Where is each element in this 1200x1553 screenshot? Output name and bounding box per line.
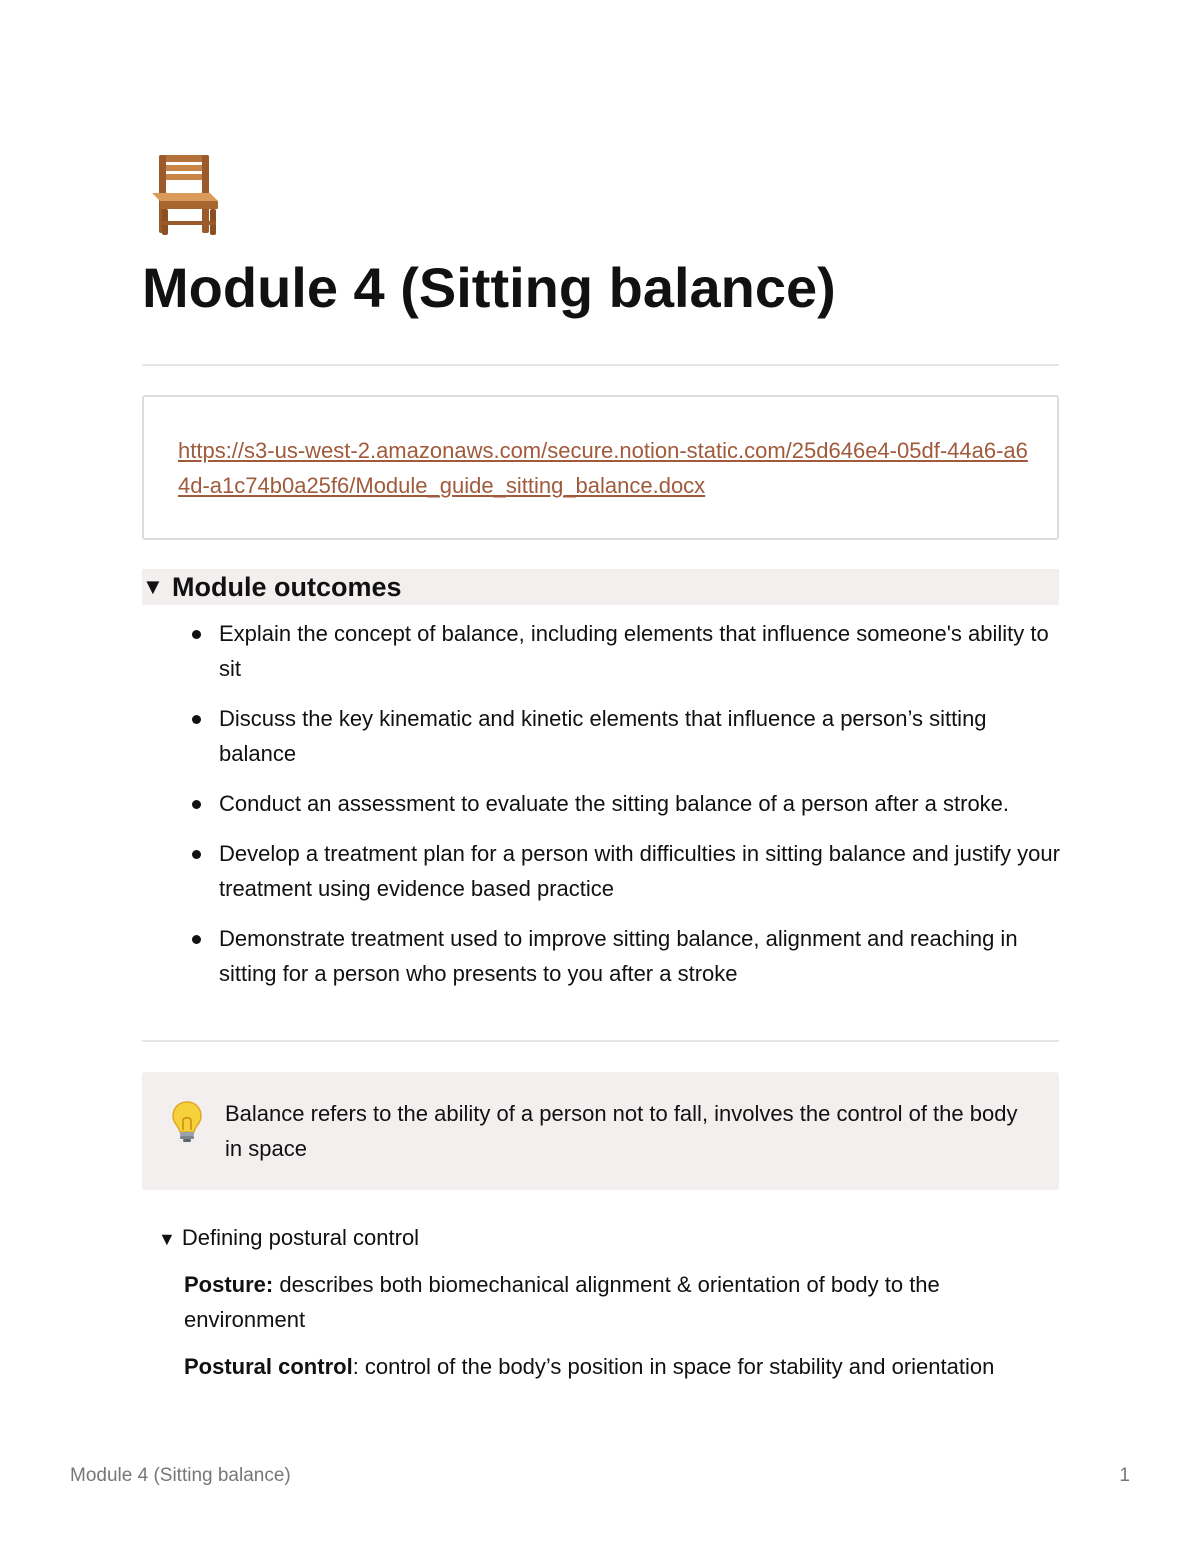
list-item-text: Develop a treatment plan for a person with difficulties in sitting balance and justify your treatment using evidence based practice xyxy=(219,841,1060,901)
bullet-icon xyxy=(192,935,201,944)
list-item xyxy=(190,786,1060,821)
bullet-icon xyxy=(192,630,201,639)
file-link[interactable]: https://s3-us-west-2.amazonaws.com/secure.notion-static.com/25d646e4-05df-44a6-a64d-a1c74b0a25f6/Module_guide_sitting_balance.docx xyxy=(178,438,1028,498)
module-outcomes-toggle[interactable] xyxy=(142,569,1059,605)
bullet-icon xyxy=(192,715,201,724)
postural-control-definition xyxy=(184,1349,1054,1384)
posture-term: Posture: xyxy=(184,1272,274,1297)
list-item-text: Discuss the key kinematic and kinetic elements that influence a person’s sitting balance xyxy=(219,706,987,766)
file-link-block xyxy=(142,395,1059,540)
posture-description: describes both biomechanical alignment & orientation of body to the environment xyxy=(184,1272,940,1332)
section-divider xyxy=(142,1040,1059,1042)
page-title: Module 4 (Sitting balance) xyxy=(142,256,836,319)
chair-icon xyxy=(150,153,220,235)
postural-control-term: Postural control xyxy=(184,1354,353,1379)
list-item xyxy=(190,836,1060,906)
list-item-text: Demonstrate treatment used to improve sitting balance, alignment and reaching in sitting for a person who presents to you after a stroke xyxy=(219,926,1018,986)
defining-postural-control-toggle[interactable] xyxy=(158,1220,419,1257)
toggle-arrow-icon[interactable]: ▼ xyxy=(142,574,164,599)
postural-control-description: : control of the body’s position in space for stability and orientation xyxy=(352,1354,995,1379)
callout-text: Balance refers to the ability of a person not to fall, involves the control of the body in space xyxy=(225,1101,1018,1161)
list-item-text: Conduct an assessment to evaluate the sitting balance of a person after a stroke. xyxy=(219,791,1010,816)
list-item xyxy=(190,616,1060,686)
page-number: 1 xyxy=(1119,1465,1130,1486)
defining-postural-control-label: Defining postural control xyxy=(181,1225,420,1250)
balance-callout xyxy=(142,1072,1059,1190)
outcomes-list xyxy=(190,616,1060,1006)
list-item-text: Explain the concept of balance, including elements that influence someone's ability to sit xyxy=(219,621,1049,681)
title-divider xyxy=(142,364,1059,366)
list-item xyxy=(190,701,1060,771)
lightbulb-icon xyxy=(170,1100,204,1144)
bullet-icon xyxy=(192,800,201,809)
toggle-arrow-icon[interactable]: ▼ xyxy=(158,1229,176,1249)
posture-definition xyxy=(184,1267,1054,1337)
module-outcomes-heading: Module outcomes xyxy=(172,572,402,602)
list-item xyxy=(190,921,1060,991)
bullet-icon xyxy=(192,850,201,859)
footer-title: Module 4 (Sitting balance) xyxy=(70,1465,291,1486)
